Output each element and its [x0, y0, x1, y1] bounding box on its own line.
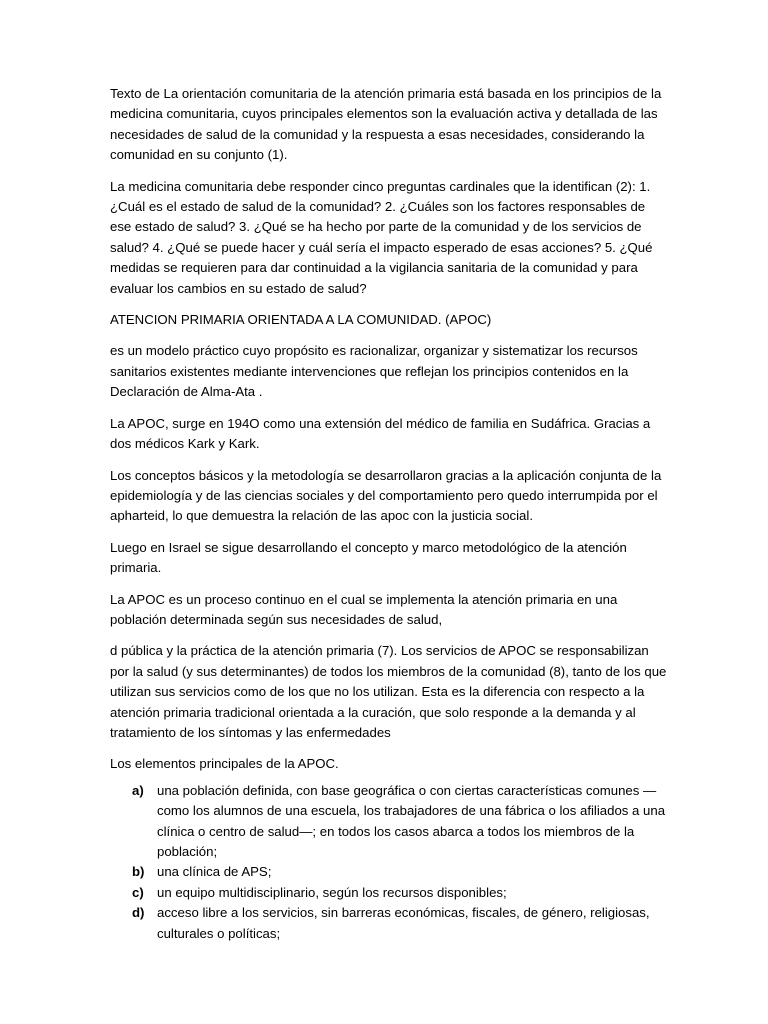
- paragraph-apoc-definition: es un modelo práctico cuyo propósito es racionalizar, organizar y sistematizar los recursos sanitarios existentes mediante intervenciones que reflejan los principios contenidos en la Declaración de Alma-Ata .: [110, 343, 638, 400]
- elements-list: [110, 781, 668, 944]
- list-marker: a): [132, 782, 144, 798]
- paragraph-cardinal-questions: La medicina comunitaria debe responder cinco preguntas cardinales que la identifican (2): 1. ¿Cuál es el estado de salud de la comunidad? 2. ¿Cuáles son los factores responsables de ese estado de salud? 3. ¿Qué se ha hecho por parte de la comunidad y de los servicios de salud? 4. ¿Qué se puede hacer y cuál sería el impacto esperado de esas acciones? 5. ¿Qué medidas se requieren para dar continuidad a la vigilancia sanitaria de la comunidad y para evaluar los cambios en su estado de salud?: [110, 178, 653, 296]
- list-item-text: un equipo multidisciplinario, según los recursos disponibles;: [157, 884, 507, 900]
- list-item: [132, 781, 668, 863]
- paragraph-basic-concepts: Los conceptos básicos y la metodología se desarrollaron gracias a la aplicación conjunta de la epidemiología y de las ciencias sociales y del comportamiento pero quedo interrumpida por el aphartеid, lo que demuestra la relación de las apoc con la justicia social.: [110, 467, 662, 524]
- list-item: [132, 903, 668, 944]
- list-item-text: una clínica de APS;: [157, 864, 272, 880]
- list-marker: c): [132, 884, 144, 900]
- list-item-text: una población definida, con base geográfica o con ciertas características comunes —como los alumnos de una escuela, los trabajadores de una fábrica o los afiliados a una clínica o centro de salud—; en todos los casos abarca a todos los miembros de la población;: [157, 782, 666, 859]
- paragraph-continuous-process: La APOC es un proceso continuo en el cual se implementa la atención primaria en una población determinada según sus necesidades de salud,: [110, 591, 618, 627]
- paragraph-apoc-origin: La APOC, surge en 194O como una extensión del médico de familia en Sudáfrica. Gracias a dos médicos Kark y Kark.: [110, 415, 651, 452]
- list-marker: d): [132, 905, 145, 921]
- list-item-text: acceso libre a los servicios, sin barreras económicas, fiscales, de género, religiosas, culturales o políticas;: [157, 905, 650, 941]
- list-item: [132, 862, 668, 882]
- section-heading: Los elementos principales de la APOC.: [110, 756, 339, 772]
- paragraph-apoc-title: ATENCION PRIMARIA ORIENTADA A LA COMUNIDAD. (APOC): [110, 312, 492, 328]
- paragraph-public-practice: d pública y la práctica de la atención primaria (7). Los servicios de APOC se responsabilizan por la salud (y sus determinantes) de todos los miembros de la comunidad (8), tanto de los que utilizan sus servicios como de los que no los utilizan. Esta es la diferencia con respecto a la atención primaria tradicional orientada a la curación, que solo responde a la demanda y al tratamiento de los síntomas y las enfermedades: [110, 643, 667, 740]
- list-marker: b): [132, 864, 145, 880]
- paragraph-intro: Texto de La orientación comunitaria de la atención primaria está basada en los principios de la medicina comunitaria, cuyos principales elementos son la evaluación activa y detallada de las necesidades de salud de la comunidad y la respuesta a esas necesidades, considerando la comunidad en su conjunto (1).: [110, 86, 662, 163]
- paragraph-israel: Luego en Israel se sigue desarrollando el concepto y marco metodológico de la atención primaria.: [110, 539, 627, 576]
- list-item: [132, 883, 668, 903]
